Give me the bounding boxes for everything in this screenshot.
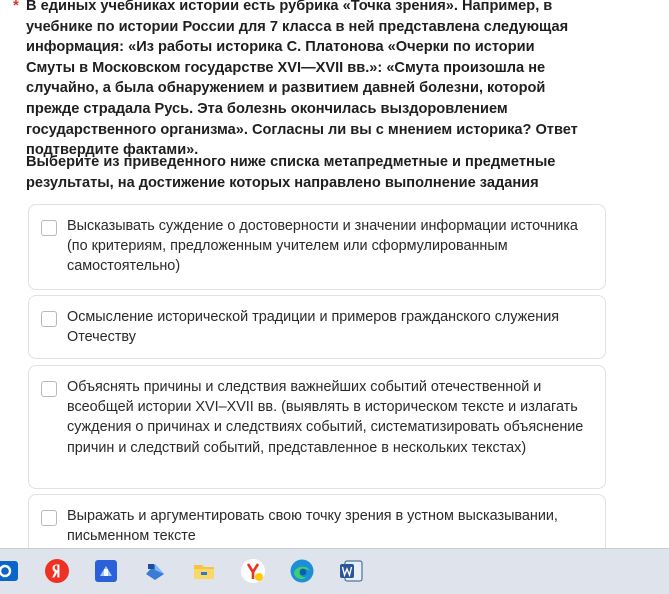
- option-2[interactable]: [28, 295, 606, 359]
- instruction-text: Выберите из приведенного ниже списка метапредметные и предметные результаты, на достижение которых направлено выполнение задания: [26, 154, 556, 191]
- option-1[interactable]: [28, 204, 606, 290]
- outlook-icon[interactable]: [0, 558, 20, 584]
- option-3[interactable]: [28, 365, 606, 489]
- word-icon[interactable]: [338, 558, 364, 584]
- teams-icon[interactable]: [93, 558, 119, 584]
- checkbox[interactable]: [41, 220, 57, 236]
- option-label: Высказывать суждение о достоверности и значении информации источника (по критериям, предложенным учителем или сформулированным самостоятельно): [67, 218, 578, 275]
- taskbar: [0, 548, 669, 594]
- option-label: Объяснять причины и следствия важнейших событий отечественной и всеобщей истории XVI–XVII вв. (выявлять в историческом тексте и излагать суждения о причинах и следствиях событий, систематизировать объяснение причин и следствий событий, представленное в нескольких текстах): [67, 379, 584, 456]
- option-label: Выражать и аргументировать свою точку зрения в устном высказывании, письменном тексте: [67, 508, 558, 545]
- required-mark: *: [13, 0, 19, 14]
- option-label: Осмысление исторической традиции и примеров гражданского служения Отечеству: [67, 309, 560, 346]
- checkbox[interactable]: [41, 381, 57, 397]
- question-text: В единых учебниках истории есть рубрика «Точка зрения». Например, в учебнике по истории России для 7 класса в ней представлена следующая информация: «Из работы историка С. Платонова «Очерки по истории Смуты в Московском государстве XVI—XVII вв.»: «Смута произошла не случайно, а была обнаружением и развитием давней болезни, которой прежде страдала Русь. Эта болезнь окончилась выздоровлением государственного организма». Согласны ли вы с мнением историка? Ответ подтвердите фактами».: [26, 0, 578, 159]
- yandex-office-icon[interactable]: [240, 558, 266, 584]
- checkbox[interactable]: [41, 510, 57, 526]
- checkbox[interactable]: [41, 311, 57, 327]
- yandex-browser-icon[interactable]: [44, 558, 70, 584]
- app-icon[interactable]: [142, 558, 168, 584]
- file-explorer-icon[interactable]: [191, 558, 217, 584]
- edge-icon[interactable]: [289, 558, 315, 584]
- option-4[interactable]: [28, 494, 606, 548]
